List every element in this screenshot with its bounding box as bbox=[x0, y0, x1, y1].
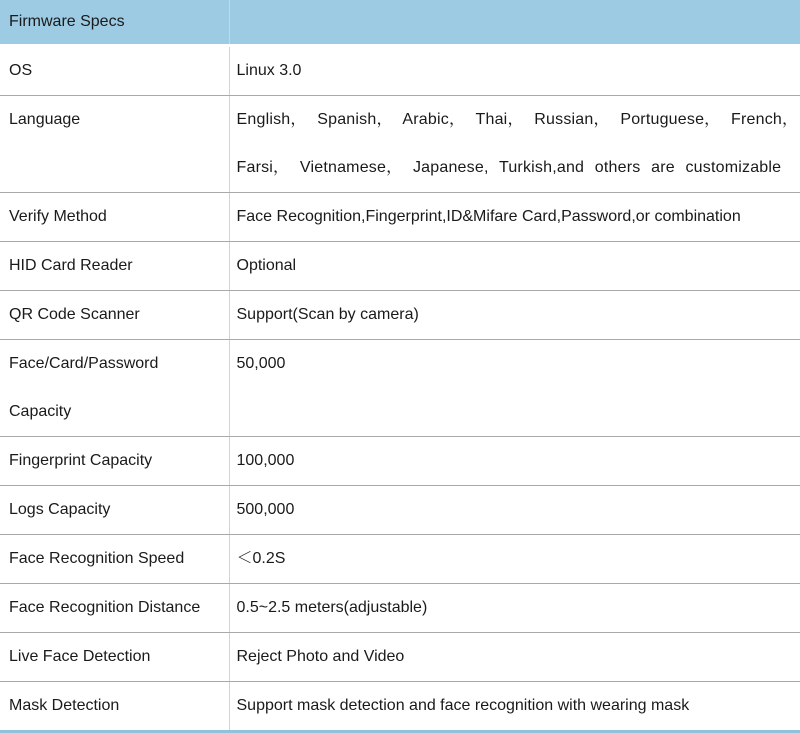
spec-label: Face Recognition Speed bbox=[9, 535, 229, 583]
table-row bbox=[0, 96, 800, 193]
spec-value-cell bbox=[229, 682, 800, 732]
spec-label: Live Face Detection bbox=[9, 633, 229, 681]
spec-label: Verify Method bbox=[9, 193, 229, 241]
spec-label-cell bbox=[0, 193, 229, 242]
spec-value-cell bbox=[229, 584, 800, 633]
spec-value-cell bbox=[229, 193, 800, 242]
spec-value-cell bbox=[229, 633, 800, 682]
spec-label-cell bbox=[0, 340, 229, 437]
table-header-title: Firmware Specs bbox=[0, 0, 229, 46]
table-row bbox=[0, 46, 800, 96]
table-row bbox=[0, 486, 800, 535]
spec-label-cell bbox=[0, 96, 229, 193]
spec-value-cell bbox=[229, 242, 800, 291]
spec-value: 50,000 bbox=[237, 340, 800, 388]
spec-label: OS bbox=[9, 47, 229, 95]
spec-label: Face/Card/Password bbox=[9, 340, 229, 388]
spec-value: Linux 3.0 bbox=[237, 47, 800, 95]
table-row bbox=[0, 193, 800, 242]
table-row bbox=[0, 535, 800, 584]
spec-value-cell bbox=[229, 535, 800, 584]
spec-label-cell bbox=[0, 682, 229, 732]
spec-value: 500,000 bbox=[237, 486, 800, 534]
spec-value-cell bbox=[229, 46, 800, 96]
spec-value: English， Spanish， Arabic， Thai， Russian， Portuguese， French， bbox=[237, 96, 800, 144]
spec-value-cell bbox=[229, 291, 800, 340]
spec-value: Support(Scan by camera) bbox=[237, 291, 800, 339]
spec-value: Farsi， Vietnamese， Japanese, Turkish,and others are customizable bbox=[237, 144, 800, 192]
spec-value: Reject Photo and Video bbox=[237, 633, 800, 681]
spec-value: Optional bbox=[237, 242, 800, 290]
spec-label-cell bbox=[0, 584, 229, 633]
spec-label: HID Card Reader bbox=[9, 242, 229, 290]
table-header-value bbox=[229, 0, 800, 46]
spec-label-cell bbox=[0, 242, 229, 291]
table-row bbox=[0, 242, 800, 291]
table-row bbox=[0, 584, 800, 633]
table-header-row bbox=[0, 0, 800, 46]
table-row bbox=[0, 340, 800, 437]
spec-value-cell bbox=[229, 486, 800, 535]
spec-label-cell bbox=[0, 46, 229, 96]
spec-label-cell bbox=[0, 535, 229, 584]
table-row bbox=[0, 291, 800, 340]
spec-label: Fingerprint Capacity bbox=[9, 437, 229, 485]
spec-value-cell bbox=[229, 340, 800, 437]
spec-value-cell bbox=[229, 96, 800, 193]
spec-value-cell bbox=[229, 437, 800, 486]
spec-label-cell bbox=[0, 486, 229, 535]
spec-label-cell bbox=[0, 633, 229, 682]
spec-label: QR Code Scanner bbox=[9, 291, 229, 339]
spec-label: Logs Capacity bbox=[9, 486, 229, 534]
spec-label: Mask Detection bbox=[9, 682, 229, 730]
spec-label: Language bbox=[9, 96, 229, 144]
spec-value: Face Recognition,Fingerprint,ID&Mifare Card,Password,or combination bbox=[237, 193, 800, 241]
spec-value: ＜0.2S bbox=[237, 535, 800, 583]
spec-value: 0.5~2.5 meters(adjustable) bbox=[237, 584, 800, 632]
spec-value: 100,000 bbox=[237, 437, 800, 485]
table-row bbox=[0, 437, 800, 486]
table-row bbox=[0, 633, 800, 682]
table-row bbox=[0, 682, 800, 732]
spec-label: Face Recognition Distance bbox=[9, 584, 229, 632]
spec-value: Support mask detection and face recognition with wearing mask bbox=[237, 682, 800, 730]
spec-label-cell bbox=[0, 291, 229, 340]
spec-label: Capacity bbox=[9, 388, 229, 436]
spec-label-cell bbox=[0, 437, 229, 486]
